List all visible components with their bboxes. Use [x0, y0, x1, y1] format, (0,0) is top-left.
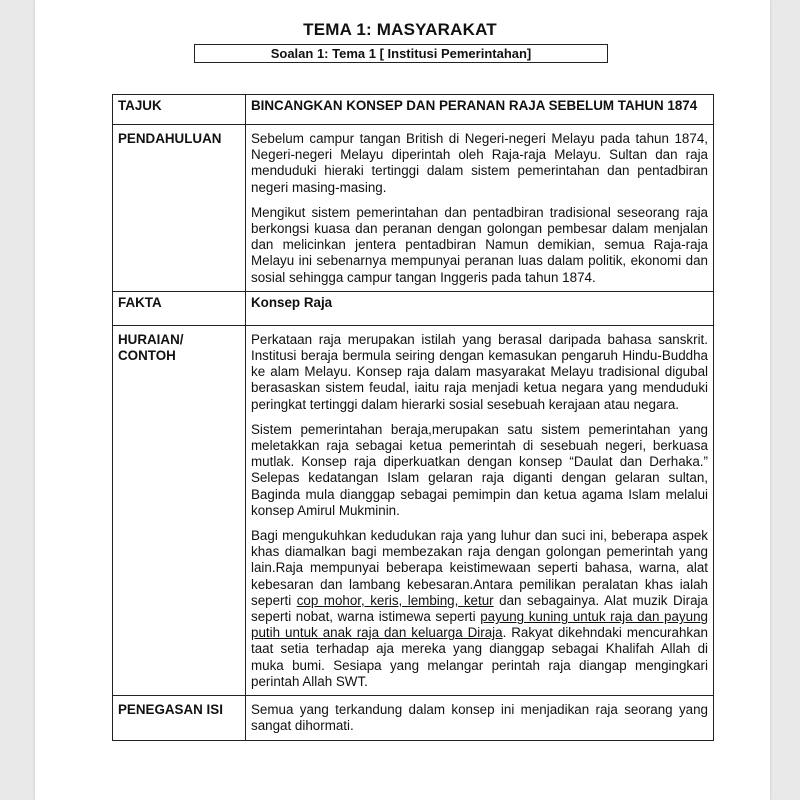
document-subtitle: Soalan 1: Tema 1 [ Institusi Pemerintahan]	[194, 44, 608, 63]
table-row-penegasan	[113, 696, 714, 740]
huraian-body	[246, 325, 714, 695]
pendahuluan-paragraph-1: Sebelum campur tangan British di Negeri-negeri Melayu pada tahun 1874, Negeri-negeri Melayu diperintah oleh Raja-raja Melayu. Sultan dan raja menduduki hieraki tertinggi dalam sistem pemerintahan dan pentadbiran negeri masing-masing.	[251, 131, 708, 195]
regalia-underlined-text: cop mohor, keris, lembing, ketur	[296, 592, 494, 608]
umbrella-underlined-text: payung kuning untuk raja dan payung putih untuk anak raja dan keluarga Diraja	[251, 609, 708, 641]
pendahuluan-label: PENDAHULUAN	[113, 125, 246, 292]
table-row-tajuk	[113, 95, 714, 125]
table-row-pendahuluan	[113, 125, 714, 292]
fakta-text: Konsep Raja	[246, 291, 714, 325]
table-row-huraian	[113, 325, 714, 695]
penegasan-text: Semua yang terkandung dalam konsep ini menjadikan raja seorang yang sangat dihormati.	[246, 696, 714, 740]
tajuk-text: BINCANGKAN KONSEP DAN PERANAN RAJA SEBELUM TAHUN 1874	[246, 95, 714, 125]
huraian-p3-part-b: dan sebagainya. Alat muzik Diraja seperti nobat, warna istimewa seperti	[251, 592, 708, 625]
fakta-label: FAKTA	[113, 291, 246, 325]
penegasan-label: PENEGASAN ISI	[113, 696, 246, 740]
huraian-paragraph-3	[251, 528, 708, 690]
huraian-paragraph-1: Perkataan raja merupakan istilah yang berasal daripada bahasa sanskrit. Institusi beraja bermula seiring dengan kemasukan pengaruh Hindu-Buddha ke alam Melayu. Konsep raja dalam masyarakat Melayu tradisional digubal berasaskan sistem feudal, iaitu raja menjadi ketua negara yang menduduki peringkat tertinggi dalam hierarki sosial sesebuah kerajaan atau negara.	[251, 331, 708, 412]
essay-table	[112, 94, 714, 741]
pendahuluan-paragraph-2: Mengikut sistem pemerintahan dan pentadbiran tradisional seseorang raja berkongsi kuasa dan peranan dengan golongan pembesar dalam menjalan dan melicinkan jentera pentadbiran Namun demikian, semua Raja-raja Melayu ini sebenarnya mempunyai peranan luas dalam politik, ekonomi dan sosial sehingga campur tangan Inggeris pada tahun 1874.	[251, 204, 708, 285]
table-row-fakta	[113, 291, 714, 325]
huraian-label: HURAIAN/ CONTOH	[113, 325, 246, 695]
huraian-p3-part-c: . Rakyat dikehndaki mencurahkan taat setia terhadap aja mereka yang dianggap sebagai Khalifah Allah di muka bumi. Sesiapa yang melangar perintah raja diangap mengingkari perintah Allah SWT.	[251, 625, 708, 689]
huraian-p3-part-a: Bagi mengukuhkan kedudukan raja yang luhur dan suci ini, beberapa aspek khas diamalkan bagi membezakan raja dengan golongan pemerintah yang lain.Raja mempunyai beberapa keistimewaan seperti bahasa, warna, alat kebesaran dan lambang kebesaran.Antara pemilikan peralatan khas ialah seperti	[251, 528, 708, 608]
huraian-paragraph-2: Sistem pemerintahan beraja,merupakan satu sistem pemerintahan yang meletakkan raja sebagai ketua pemerintah di sesebuah negeri, berkuasa mutlak. Konsep raja diperkuatkan dengan konsep “Daulat dan Derhaka.” Selepas kedatangan Islam gelaran raja diganti dengan gelaran sultan, Baginda mula dianggap sebagai pemimpin dan ketua agama Islam melalui konsep Amirul Mukminin.	[251, 421, 708, 518]
document-title: TEMA 1: MASYARAKAT	[303, 20, 497, 39]
tajuk-label: TAJUK	[113, 95, 246, 125]
pendahuluan-body	[246, 125, 714, 292]
